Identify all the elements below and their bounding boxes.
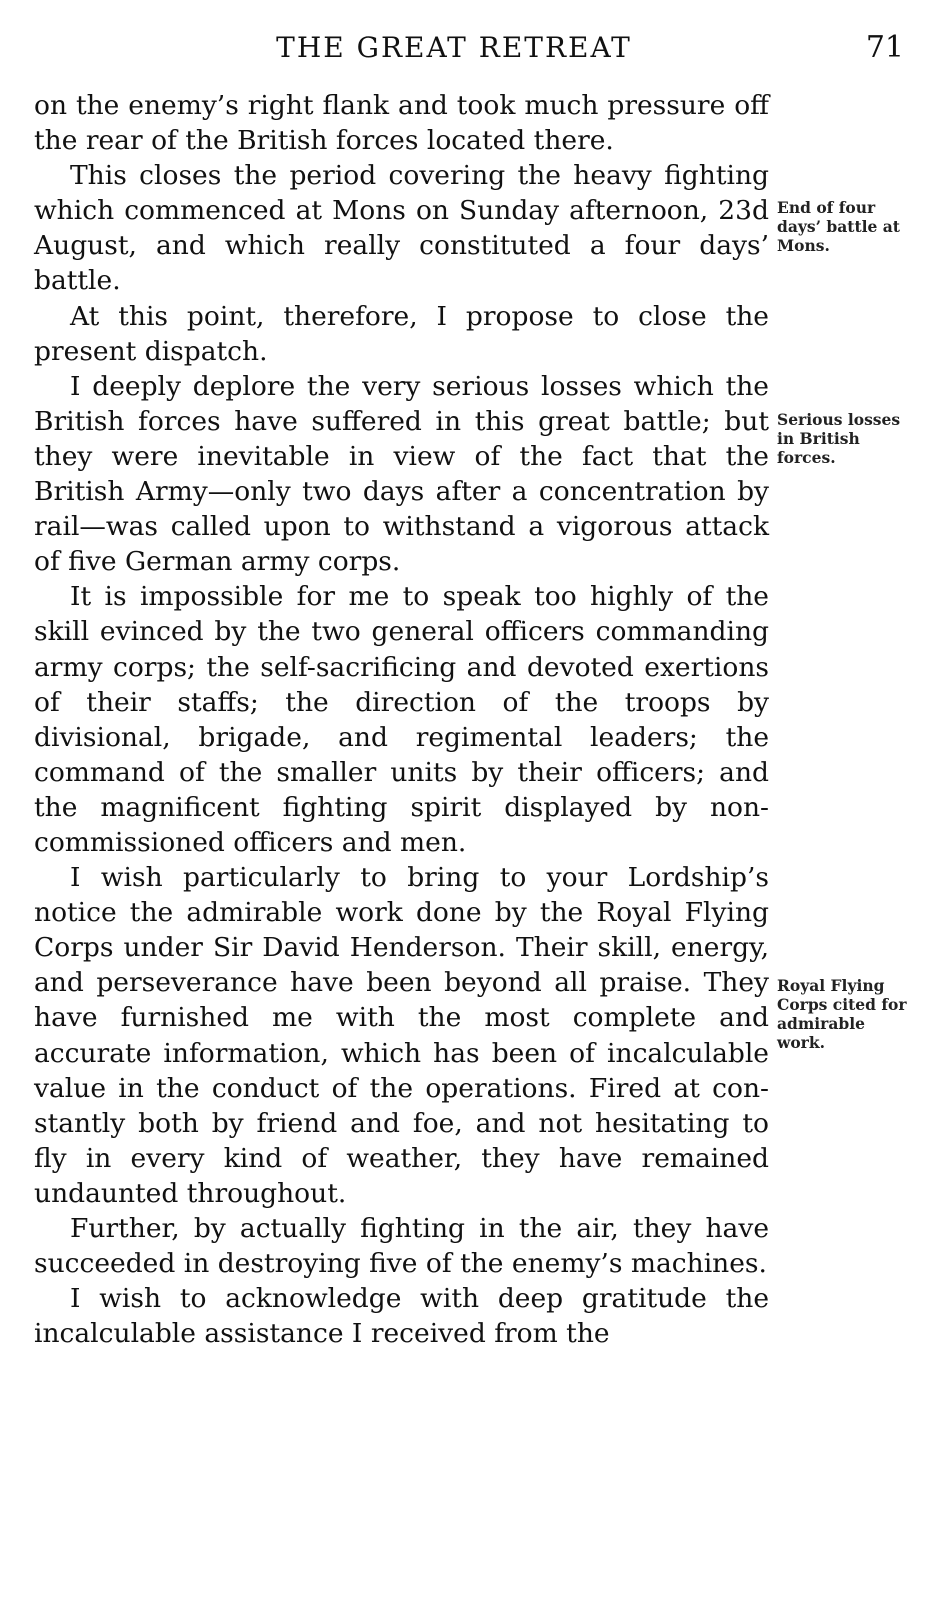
paragraph-skill-of-officers: It is impossible for me to speak too highly of the skill evinced by the two general officers commanding army corps; the self-sacrificing and devoted exertions of their staffs; the direction of the troops by divisional, brigade, and regimental leaders; the command of the smaller units by their officers; and the magnificent fighting spirit displayed by non-commissioned officers and men. (34, 581, 769, 858)
paragraph-closes-period: This closes the period covering the heavy fighting which commenced at Mons on Sunday afternoon, 23d August, and which really constituted a four days’ battle. (34, 160, 769, 297)
paragraph-fighting-in-air: Further, by actually fighting in the air, they have succeeded in destroying five of the enemy’s machines. (34, 1213, 769, 1280)
paragraph-flank-continuation: on the enemy’s right flank and took much pressure off the rear of the British forces located there. (34, 90, 769, 157)
running-head (34, 28, 904, 68)
body-text (34, 88, 769, 1351)
page-number: 71 (865, 30, 904, 65)
paragraph-serious-losses: I deeply deplore the very serious losses which the British forces have suffered in this great battle; but they were inevitable in view of the fact that the British Army—only two days after a concentration by rail—was called upon to withstand a vigorous attack of five German army corps. (34, 370, 769, 578)
paragraph-close-dispatch: At this point, therefore, I propose to close the present dispatch. (34, 300, 769, 367)
sidenote-end-of-battle: End of four days’ battle at Mons. (777, 198, 900, 255)
paragraph-gratitude: I wish to acknowledge with deep gratitude the incalculable assistance I received from the (34, 1283, 769, 1350)
running-title: THE GREAT RETREAT (276, 31, 632, 64)
sidenote-serious-losses: Serious losses in British forces. (777, 410, 901, 467)
paragraph-royal-flying-corps: I wish particularly to bring to your Lordship’s notice the admirable work done by the Royal Flying Corps under Sir David Henderson. Their skill, energy, and perseverance have been beyond all praise. They have furnished me with the most complete and accurate information, which has been of incalculable value in the conduct of the operations. Fired at constantly both by friend and foe, and not hesitating to fly in every kind of weather, they have remained undaunted throughout. (34, 862, 769, 1209)
sidenote-royal-flying-corps: Royal Flying Corps cited for admirable work. (777, 976, 907, 1052)
